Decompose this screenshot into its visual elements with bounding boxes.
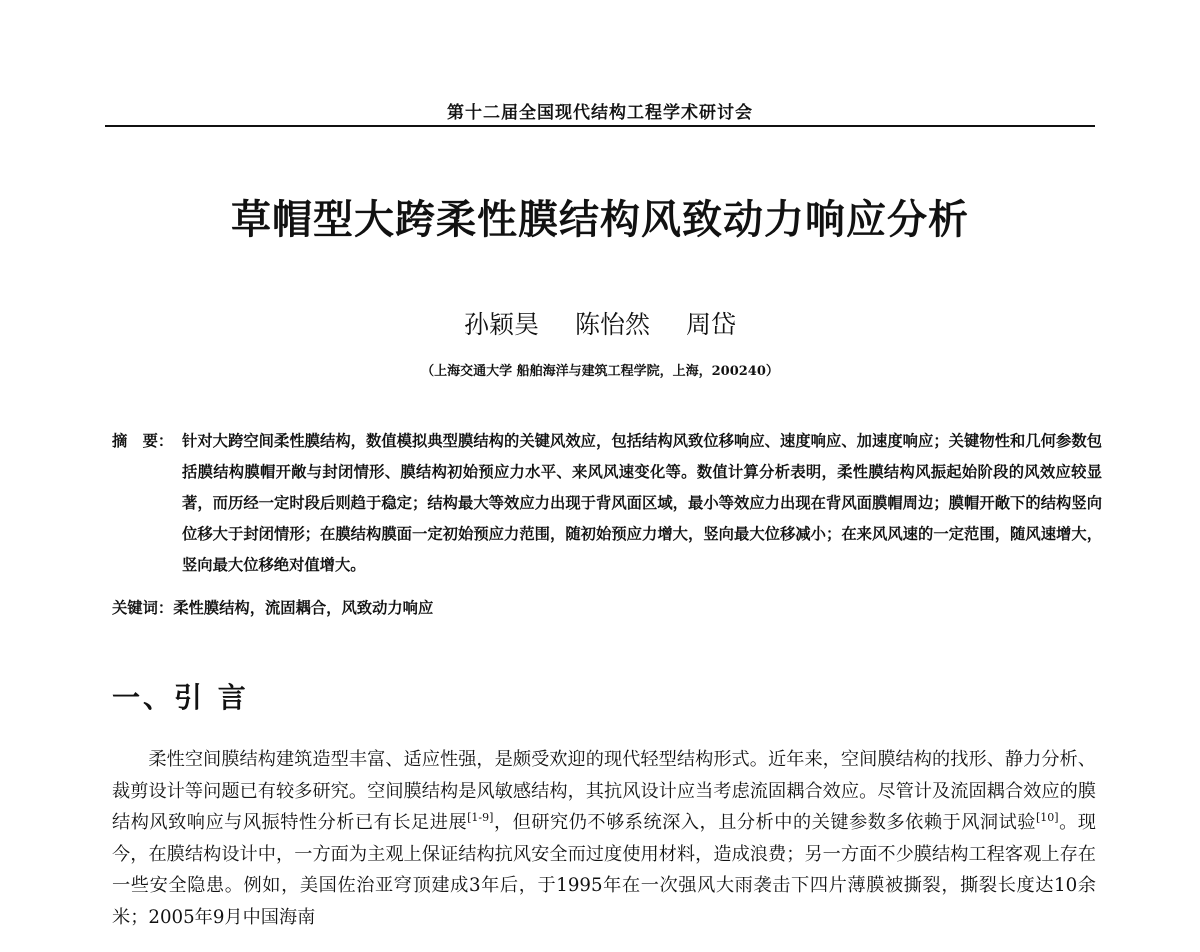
author: 孙颖昊 (464, 310, 540, 339)
affiliation: （上海交通大学 船舶海洋与建筑工程学院，上海，200240） (421, 364, 779, 379)
abstract-text: 针对大跨空间柔性膜结构，数值模拟典型膜结构的关键风效应，包括结构风致位移响应、速度响应、加速度响应；关键物性和几何参数包括膜结构膜帽开敞与封闭情形、膜结构初始预应力水平、来风风速变化等。数值计算分析表明，柔性膜结构风振起始阶段的风效应较显著，而历经一定时段后则趋于稳定；结构最大等效应力出现于背风面区域，最小等效应力出现在背风面膜帽周边；膜帽开敞下的结构竖向位移大于封闭情形；在膜结构膜面一定初始预应力范围，随初始预应力增大，竖向最大位移减小；在来风风速的一定范围，随风速增大，竖向最大位移绝对值增大。 (182, 432, 1102, 574)
keywords-text: 柔性膜结构，流固耦合，风致动力响应 (173, 599, 434, 617)
author: 周岱 (685, 310, 736, 339)
section-heading: 一、引 言 (112, 681, 249, 714)
body-text-part: 柔性空间膜结构建筑造型丰富、适应性强，是颇受欢迎的现代轻型结构形式。近年来，空间膜结构的找形、静力分析、裁剪设计等问题已有较多研究。空间膜结构是风敏感结构，其抗风设计应当考虑流固耦合效应。尽管计及流固耦合效应的膜结构风致响应与风振特性分析已有长足进展 (112, 749, 1096, 833)
keywords (112, 596, 1102, 618)
citation-ref[interactable]: [10] (1036, 810, 1059, 824)
body-paragraph (112, 744, 1096, 933)
author: 陈怡然 (574, 310, 650, 339)
running-header: 第十二届全国现代结构工程学术研讨会 (447, 103, 753, 123)
citation-ref[interactable]: [1-9] (467, 810, 494, 824)
abstract (112, 426, 1102, 581)
body-text-part: 。现今，在膜结构设计中，一方面为主观上保证结构抗风安全而过度使用材料，造成浪费；另一方面不少膜结构工程客观上存在一些安全隐患。例如，美国佐治亚穹顶建成3年后，于1995年在一次强风大雨袭击下四片薄膜被撕裂，撕裂长度达10余米；2005年9月中国海南 (112, 812, 1096, 928)
author-list (0, 305, 1200, 341)
abstract-label: 摘 要： (112, 432, 174, 450)
keywords-label: 关键词： (112, 599, 174, 617)
paper-title: 草帽型大跨柔性膜结构风致动力响应分析 (231, 197, 969, 243)
header-rule (105, 125, 1095, 127)
body-text-part: ，但研究仍不够系统深入，且分析中的关键参数多依赖于风洞试验 (493, 812, 1036, 833)
